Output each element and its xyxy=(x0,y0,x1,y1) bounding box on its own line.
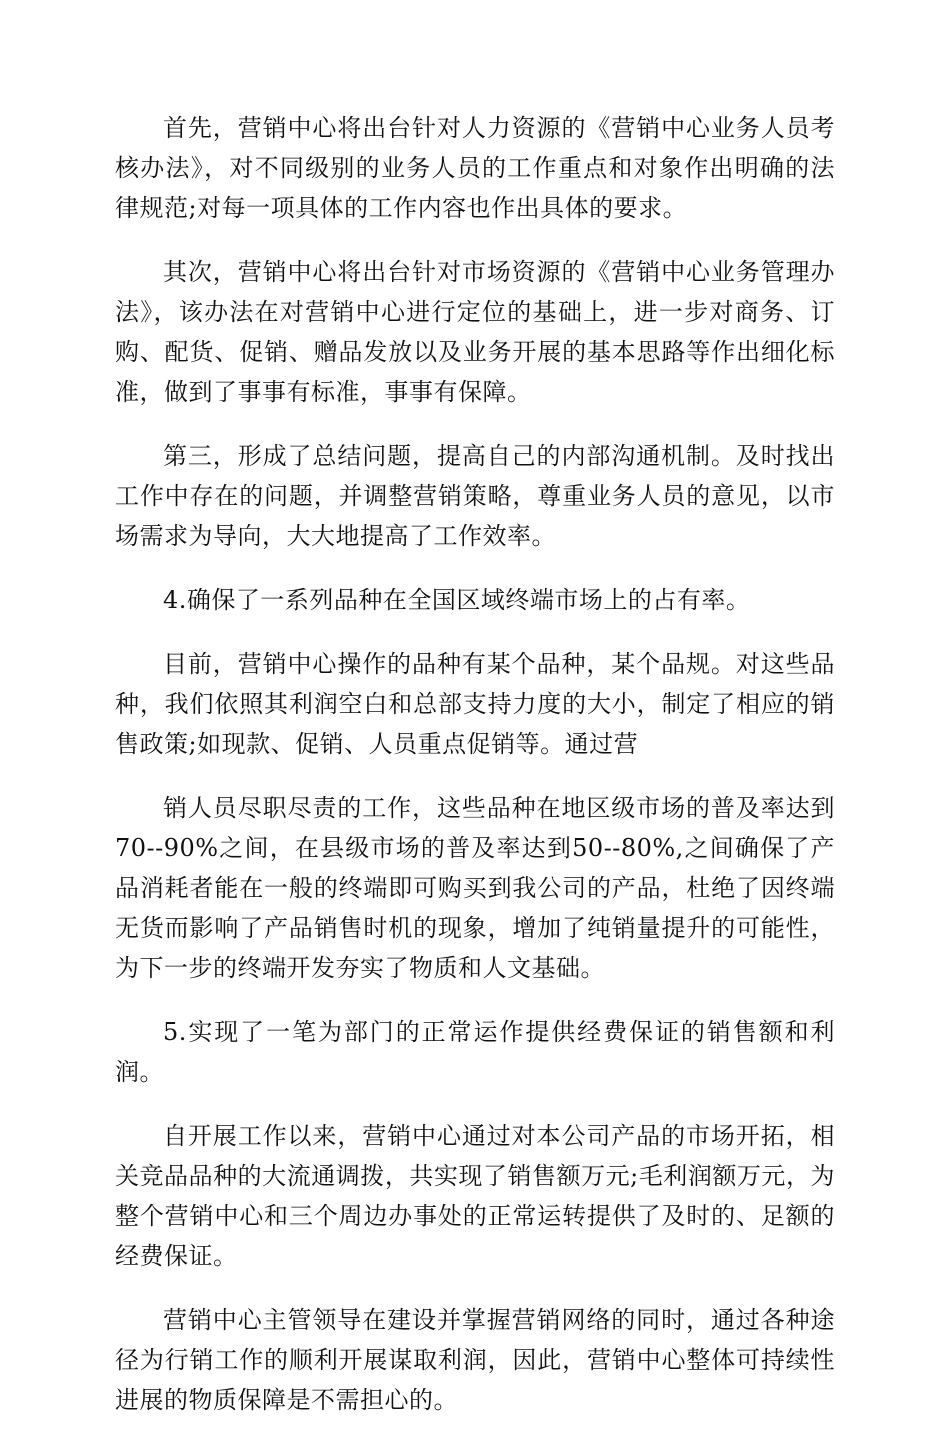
document-body xyxy=(115,108,835,1444)
paragraph-third-communication: 第三，形成了总结问题，提高自己的内部沟通机制。及时找出工作中存在的问题，并调整营销策略，尊重业务人员的意见，以市场需求为导向，大大地提高了工作效率。 xyxy=(115,442,835,550)
section-heading-5: 5.实现了一笔为部门的正常运作提供经费保证的销售额和利润。 xyxy=(115,1018,835,1086)
section-heading-4: 4.确保了一系列品种在全国区域终端市场上的占有率。 xyxy=(163,586,751,614)
paragraph-sales-results: 自开展工作以来，营销中心通过对本公司产品的市场开拓，相关竞品品种的大流通调拨，共实现了销售额万元;毛利润额万元，为整个营销中心和三个周边办事处的正常运转提供了及时的、足额的经费保证。 xyxy=(115,1122,835,1270)
paragraph-market-coverage: 销人员尽职尽责的工作，这些品种在地区级市场的普及率达到70--90%之间，在县级市场的普及率达到50--80%,之间确保了产品消耗者能在一般的终端即可购买到我公司的产品，杜绝了因终端无货而影响了产品销售时机的现象，增加了纯销量提升的可能性，为下一步的终端开发夯实了物质和人文基础。 xyxy=(115,794,835,982)
paragraph-leadership-profit: 营销中心主管领导在建设并掌握营销网络的同时，通过各种途径为行销工作的顺利开展谋取利润，因此，营销中心整体可持续性进展的物质保障是不需担心的。 xyxy=(115,1306,835,1414)
paragraph-product-policy: 目前，营销中心操作的品种有某个品种，某个品规。对这些品种，我们依照其利润空白和总部支持力度的大小，制定了相应的销售政策;如现款、促销、人员重点促销等。通过营 xyxy=(115,650,835,758)
paragraph-first-hr-measures: 首先，营销中心将出台针对人力资源的《营销中心业务人员考核办法》，对不同级别的业务人员的工作重点和对象作出明确的法律规范;对每一项具体的工作内容也作出具体的要求。 xyxy=(115,114,835,222)
paragraph-second-market-measures: 其次，营销中心将出台针对市场资源的《营销中心业务管理办法》，该办法在对营销中心进行定位的基础上，进一步对商务、订购、配货、促销、赠品发放以及业务开展的基本思路等作出细化标准，做到了事事有标准，事事有保障。 xyxy=(115,258,835,406)
